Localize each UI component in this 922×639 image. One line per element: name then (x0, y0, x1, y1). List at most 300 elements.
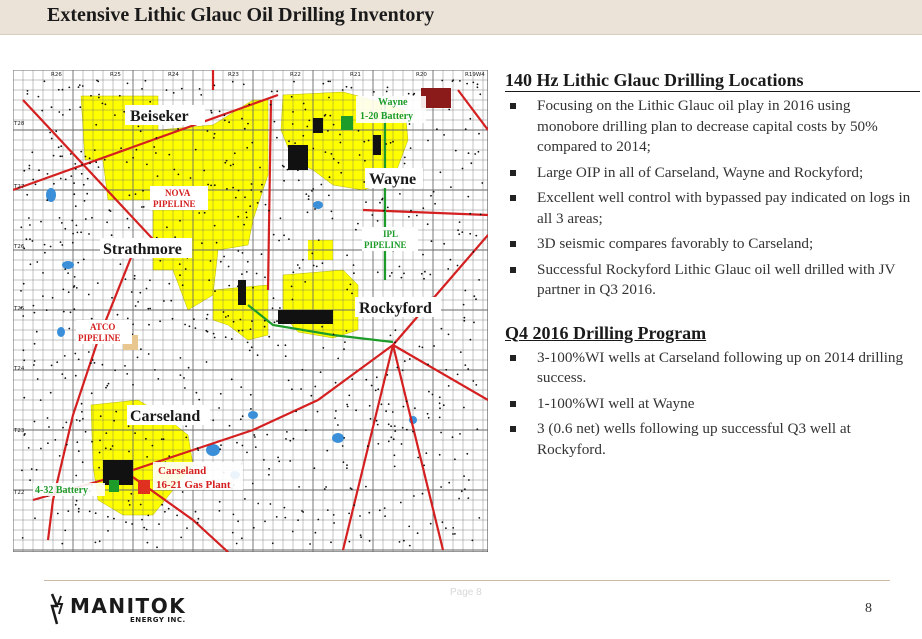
well-dot (201, 242, 203, 244)
well-dot (112, 445, 114, 447)
well-dot (257, 354, 259, 356)
well-dot (422, 207, 424, 209)
well-dot (91, 441, 93, 443)
well-dot (257, 503, 259, 505)
well-dot (346, 467, 348, 469)
label-gas-plant-1: Carseland (158, 465, 207, 477)
well-dot (297, 519, 299, 521)
well-dot (276, 516, 278, 518)
well-dot (478, 517, 480, 519)
well-dot (396, 367, 398, 369)
well-dot (320, 371, 322, 373)
well-dot (89, 157, 91, 159)
well-dot (390, 425, 392, 427)
well-dot (289, 460, 291, 462)
well-dot (288, 238, 290, 240)
well-dot (240, 386, 242, 388)
well-dot (413, 94, 415, 96)
range-label: R24 (168, 72, 179, 78)
well-dot (115, 411, 117, 413)
well-dot (131, 291, 133, 293)
well-dot (324, 488, 326, 490)
well-dot (91, 217, 93, 219)
well-dot (125, 278, 127, 280)
well-dot (37, 378, 39, 380)
well-dot (460, 351, 462, 353)
well-dot (102, 364, 104, 366)
well-dot (333, 158, 335, 160)
well-dot (441, 328, 443, 330)
well-dot (322, 262, 324, 264)
well-dot (389, 275, 391, 277)
well-dot (250, 394, 252, 396)
page-number: 8 (865, 601, 872, 616)
well-dot (99, 452, 101, 454)
well-dot (278, 461, 280, 463)
well-dot (195, 511, 197, 513)
well-dot (110, 448, 112, 450)
well-dot (95, 542, 97, 544)
well-dot (206, 361, 208, 363)
well-dot (136, 149, 138, 151)
well-dot (481, 182, 483, 184)
well-dot (210, 185, 212, 187)
well-dot (225, 336, 227, 338)
well-dot (85, 218, 87, 220)
well-dot (186, 527, 188, 529)
well-dot (464, 364, 466, 366)
well-dot (64, 530, 66, 532)
footer-page-label: Page 8 (450, 587, 482, 598)
well-dot (305, 193, 307, 195)
well-dot (63, 311, 65, 313)
well-dot (70, 175, 72, 177)
well-dot (203, 170, 205, 172)
well-dot (78, 450, 80, 452)
well-dot (391, 272, 393, 274)
well-dot (127, 83, 129, 85)
well-dot (301, 510, 303, 512)
well-dot (107, 530, 109, 532)
well-dot (256, 273, 258, 275)
well-dot (443, 243, 445, 245)
well-dot (226, 188, 228, 190)
well-dot (298, 179, 300, 181)
well-dot (40, 221, 42, 223)
well-dot (429, 274, 431, 276)
well-dot (311, 190, 313, 192)
well-dot (85, 156, 87, 158)
water-body (332, 433, 344, 443)
well-dot (64, 268, 66, 270)
well-dot (78, 86, 80, 88)
well-dot (42, 272, 44, 274)
well-dot (409, 123, 411, 125)
well-dot (21, 470, 23, 472)
well-dot (401, 277, 403, 279)
well-dot (99, 540, 101, 542)
well-dot (457, 229, 459, 231)
well-dot (285, 355, 287, 357)
well-dot (379, 509, 381, 511)
well-dot (394, 425, 396, 427)
well-dot (23, 170, 25, 172)
well-dot (95, 124, 97, 126)
well-dot (348, 513, 350, 515)
well-dot (257, 202, 259, 204)
well-dot (34, 517, 36, 519)
well-dot (250, 328, 252, 330)
well-dot (303, 103, 305, 105)
well-dot (408, 93, 410, 95)
well-dot (185, 437, 187, 439)
well-dot (126, 373, 128, 375)
well-dot (244, 128, 246, 130)
range-label: R21 (350, 72, 361, 78)
well-dot (168, 283, 170, 285)
well-dot (65, 179, 67, 181)
well-dot (274, 121, 276, 123)
well-dot (406, 401, 408, 403)
well-dot (232, 81, 234, 83)
well-dot (75, 168, 77, 170)
well-dot (421, 273, 423, 275)
well-dot (252, 483, 254, 485)
well-dot (58, 111, 60, 113)
well-dot (76, 500, 78, 502)
label-rockyford: Rockyford (359, 300, 432, 317)
well-dot (394, 454, 396, 456)
well-dot (288, 140, 290, 142)
well-dot (214, 290, 216, 292)
well-dot (402, 427, 404, 429)
well-dot (298, 486, 300, 488)
well-dot (428, 417, 430, 419)
well-dot (401, 443, 403, 445)
well-dot (91, 392, 93, 394)
well-dot (472, 380, 474, 382)
well-dot (385, 143, 387, 145)
well-dot (384, 507, 386, 509)
well-dot (46, 309, 48, 311)
well-dot (377, 271, 379, 273)
well-dot (220, 444, 222, 446)
well-dot (340, 142, 342, 144)
well-dot (98, 467, 100, 469)
well-dot (304, 281, 306, 283)
label-atco-1: ATCO (90, 322, 116, 332)
well-dot (241, 118, 243, 120)
well-dot (58, 146, 60, 148)
well-dot (91, 318, 93, 320)
label-beiseker: Beiseker (130, 108, 189, 125)
well-dot (142, 190, 144, 192)
well-dot (327, 81, 329, 83)
section-2-heading: Q4 2016 Drilling Program (505, 322, 707, 343)
label-wayne: Wayne (369, 171, 417, 188)
well-dot (108, 209, 110, 211)
well-dot (98, 166, 100, 168)
well-dot (105, 447, 107, 449)
well-dot (475, 384, 477, 386)
well-dot (480, 213, 482, 215)
well-dot (251, 346, 253, 348)
well-dot (381, 403, 383, 405)
well-dot (454, 458, 456, 460)
label-atco-2: PIPELINE (78, 333, 121, 343)
well-dot (117, 314, 119, 316)
well-dot (339, 134, 341, 136)
well-dot (32, 240, 34, 242)
well-dot (403, 406, 405, 408)
well-dot (22, 537, 24, 539)
well-dot (328, 195, 330, 197)
bullet-icon (510, 195, 516, 201)
well-dot (78, 511, 80, 513)
well-dot (49, 132, 51, 134)
well-dot (46, 199, 48, 201)
well-dot (125, 521, 127, 523)
bullet-text: 3-100%WI wells at Carseland following up on 2014 drilling success. (537, 348, 904, 386)
well-dot (295, 411, 297, 413)
well-dot (445, 527, 447, 529)
well-dot (159, 320, 161, 322)
well-dot (34, 312, 36, 314)
well-dot (322, 347, 324, 349)
well-dot (355, 229, 357, 231)
well-dot (284, 517, 286, 519)
well-dot (173, 169, 175, 171)
well-dot (448, 109, 450, 111)
bullet-text: Excellent well control with bypassed pay indicated on logs in all 3 areas; (537, 189, 911, 227)
well-dot (59, 217, 61, 219)
label-ipl-2: PIPELINE (364, 240, 407, 250)
well-dot (81, 411, 83, 413)
well-dot (450, 186, 452, 188)
well-dot (259, 167, 261, 169)
well-dot (283, 166, 285, 168)
well-dot (74, 276, 76, 278)
well-dot (64, 355, 66, 357)
well-dot (448, 334, 450, 336)
well-dot (317, 411, 319, 413)
well-dot (277, 345, 279, 347)
well-dot (173, 92, 175, 94)
well-dot (461, 490, 463, 492)
well-dot (36, 331, 38, 333)
title-bar (0, 0, 922, 35)
well-dot (48, 426, 50, 428)
well-dot (94, 362, 96, 364)
well-dot (60, 145, 62, 147)
well-cluster (288, 145, 308, 170)
well-dot (179, 274, 181, 276)
well-dot (76, 287, 78, 289)
well-dot (36, 469, 38, 471)
well-dot (138, 126, 140, 128)
well-dot (413, 495, 415, 497)
well-dot (53, 183, 55, 185)
well-dot (120, 147, 122, 149)
section-2 (505, 323, 915, 461)
well-dot (317, 519, 319, 521)
well-dot (240, 319, 242, 321)
label-wayne-battery-1: Wayne (378, 97, 408, 108)
well-dot (250, 189, 252, 191)
well-dot (353, 264, 355, 266)
well-dot (404, 163, 406, 165)
well-dot (80, 231, 82, 233)
well-dot (178, 174, 180, 176)
well-dot (86, 193, 88, 195)
well-dot (61, 155, 63, 157)
township-label: T23 (14, 428, 25, 434)
well-dot (351, 488, 353, 490)
well-dot (297, 264, 299, 266)
well-dot (448, 385, 450, 387)
well-dot (134, 275, 136, 277)
bullet-item (505, 163, 915, 184)
well-dot (394, 341, 396, 343)
well-dot (249, 350, 251, 352)
well-dot (168, 154, 170, 156)
label-ipl-1: IPL (383, 229, 399, 239)
well-dot (333, 334, 335, 336)
range-label: R26 (51, 72, 62, 78)
well-dot (266, 434, 268, 436)
well-dot (382, 198, 384, 200)
well-dot (433, 191, 435, 193)
well-dot (476, 428, 478, 430)
well-dot (210, 110, 212, 112)
well-dot (189, 325, 191, 327)
well-dot (81, 173, 83, 175)
well-dot (331, 211, 333, 213)
well-dot (87, 178, 89, 180)
well-dot (100, 415, 102, 417)
well-dot (232, 187, 234, 189)
bullet-icon (510, 170, 516, 176)
well-dot (174, 236, 176, 238)
township-label: T27 (14, 184, 25, 190)
well-dot (475, 298, 477, 300)
well-dot (207, 184, 209, 186)
well-dot (463, 475, 465, 477)
well-dot (314, 467, 316, 469)
well-dot (386, 374, 388, 376)
well-dot (373, 91, 375, 93)
well-dot (206, 318, 208, 320)
well-dot (270, 104, 272, 106)
well-dot (228, 285, 230, 287)
well-dot (253, 527, 255, 529)
well-dot (346, 404, 348, 406)
well-dot (62, 114, 64, 116)
well-dot (95, 161, 97, 163)
well-dot (238, 330, 240, 332)
well-dot (147, 308, 149, 310)
well-dot (31, 151, 33, 153)
well-dot (76, 225, 78, 227)
well-dot (53, 155, 55, 157)
well-dot (234, 152, 236, 154)
well-dot (166, 226, 168, 228)
well-dot (333, 124, 335, 126)
section-1-bullets (505, 96, 915, 301)
well-dot (351, 378, 353, 380)
well-dot (264, 276, 266, 278)
well-dot (57, 513, 59, 515)
well-dot (74, 163, 76, 165)
well-dot (371, 214, 373, 216)
well-dot (113, 420, 115, 422)
well-dot (34, 343, 36, 345)
well-dot (75, 205, 77, 207)
well-dot (325, 486, 327, 488)
well-dot (268, 336, 270, 338)
well-dot (224, 162, 226, 164)
well-dot (251, 320, 253, 322)
well-dot (467, 196, 469, 198)
well-dot (245, 212, 247, 214)
well-dot (185, 425, 187, 427)
well-dot (272, 307, 274, 309)
well-dot (220, 261, 222, 263)
well-dot (363, 141, 365, 143)
well-dot (403, 540, 405, 542)
well-dot (95, 512, 97, 514)
well-dot (280, 217, 282, 219)
well-dot (231, 378, 233, 380)
well-dot (349, 541, 351, 543)
well-dot (60, 178, 62, 180)
well-dot (79, 84, 81, 86)
well-dot (61, 373, 63, 375)
well-dot (161, 438, 163, 440)
well-dot (47, 417, 49, 419)
well-dot (230, 165, 232, 167)
well-dot (237, 520, 239, 522)
well-dot (157, 378, 159, 380)
well-dot (129, 504, 131, 506)
well-dot (430, 523, 432, 525)
well-dot (106, 221, 108, 223)
bullet-item (505, 419, 915, 460)
label-nova-2: PIPELINE (153, 199, 196, 209)
well-dot (228, 121, 230, 123)
well-dot (140, 504, 142, 506)
well-dot (72, 233, 74, 235)
well-dot (251, 142, 253, 144)
well-dot (470, 339, 472, 341)
well-dot (84, 200, 86, 202)
well-dot (78, 508, 80, 510)
well-dot (207, 314, 209, 316)
well-dot (179, 263, 181, 265)
well-dot (360, 536, 362, 538)
well-cluster (278, 310, 333, 324)
well-dot (468, 479, 470, 481)
well-dot (242, 252, 244, 254)
slide-title: Extensive Lithic Glauc Oil Drilling Inventory (47, 4, 435, 26)
well-dot (68, 87, 70, 89)
well-dot (99, 440, 101, 442)
well-dot (232, 532, 234, 534)
well-dot (146, 288, 148, 290)
well-dot (276, 90, 278, 92)
well-dot (464, 317, 466, 319)
well-dot (28, 217, 30, 219)
